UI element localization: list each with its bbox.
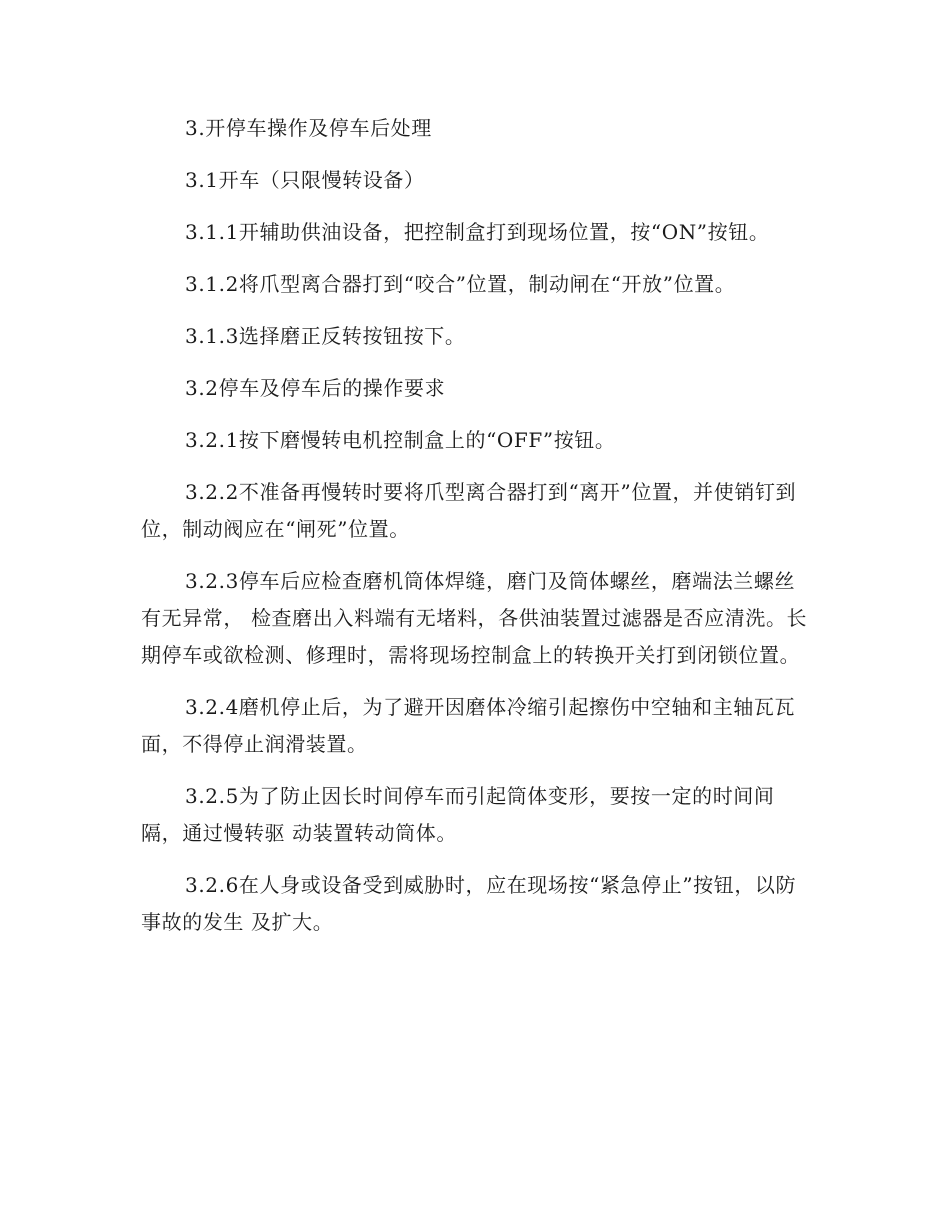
paragraph-3-2-2: 3.2.2不准备再慢转时要将爪型离合器打到“离开”位置，并使销钉到位，制动阀应在“闸死”位置。 xyxy=(141,480,797,541)
document-body xyxy=(141,110,813,956)
paragraph-3-2-4: 3.2.4磨机停止后，为了避开因磨体冷缩引起擦伤中空轴和主轴瓦瓦面，不得停止润滑装置。 xyxy=(141,695,796,756)
subsection-heading-startup: 3.1开车（只限慢转设备） xyxy=(185,168,425,192)
paragraph-3-2-5: 3.2.5为了防止因长时间停车而引起筒体变形，要按一定的时间间隔，通过慢转驱 动装置转动筒体。 xyxy=(141,784,775,845)
paragraph-3-2-3: 3.2.3停车后应检查磨机筒体焊缝，磨门及筒体螺丝，磨端法兰螺丝有无异常， 检查磨出入料端有无堵料，各供油装置过滤器是否应清洗。长期停车或欲检测、修理时，需将现场控制盒上的转换开关打到闭锁位置。 xyxy=(141,569,808,667)
paragraph-3-1-2: 3.1.2将爪型离合器打到“咬合”位置，制动闸在“开放”位置。 xyxy=(185,272,736,296)
subsection-heading-shutdown: 3.2停车及停车后的操作要求 xyxy=(185,376,446,400)
paragraph-3-1-3: 3.1.3选择磨正反转按钮按下。 xyxy=(185,324,466,348)
paragraph-3-2-6: 3.2.6在人身或设备受到威胁时，应在现场按“紧急停止”按钮，以防事故的发生 及扩大。 xyxy=(141,873,797,934)
paragraph-3-1-1: 3.1.1开辅助供油设备，把控制盒打到现场位置，按“ON”按钮。 xyxy=(185,220,770,244)
paragraph-3-2-1: 3.2.1按下磨慢转电机控制盒上的“OFF”按钮。 xyxy=(185,428,616,452)
section-heading: 3.开停车操作及停车后处理 xyxy=(185,116,432,140)
